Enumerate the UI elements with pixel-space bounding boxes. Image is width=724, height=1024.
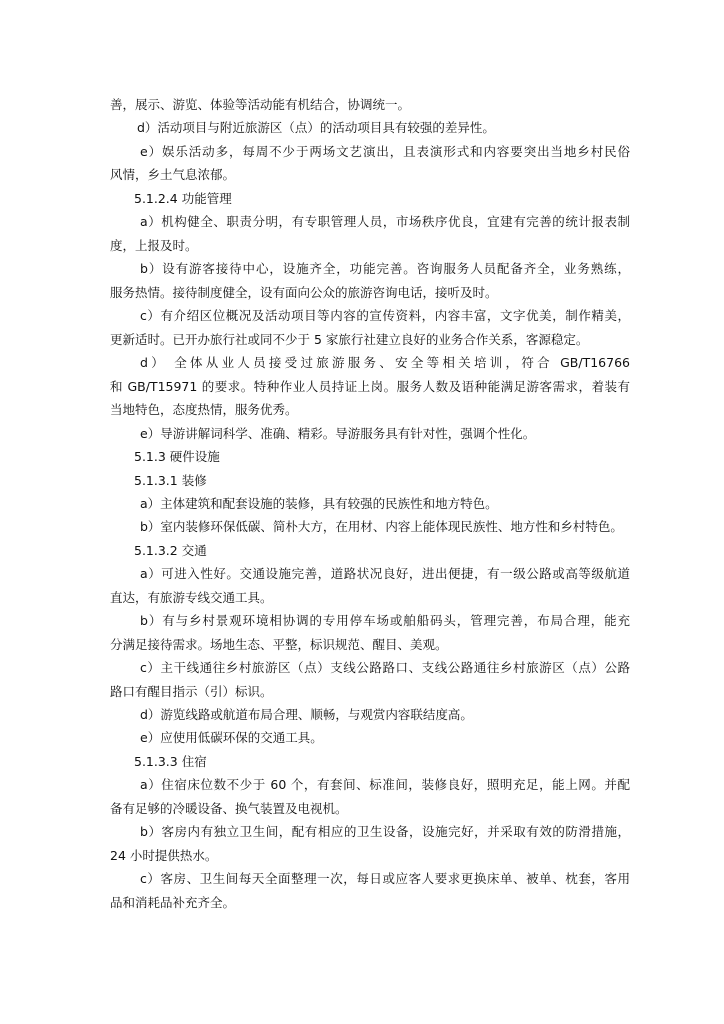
text-line: b）设有游客接待中心，设施齐全，功能完善。咨询服务人员配备齐全，业务熟练， [140, 261, 630, 276]
text-line: e）应使用低碳环保的交通工具。 [140, 730, 323, 745]
text-line: c）客房、卫生间每天全面整理一次，每日或应客人要求更换床单、被单、枕套，客用 [140, 871, 630, 886]
text-line: 更新适时。已开办旅行社或同不少于 5 家旅行社建立良好的业务合作关系，客源稳定。 [110, 332, 589, 347]
text-line: 分满足接待需求。场地生态、平整，标识规范、醒目、美观。 [110, 637, 448, 652]
text-line: 品和消耗品补充齐全。 [110, 895, 236, 910]
text-line: 24 小时提供热水。 [110, 848, 218, 863]
text-line: 和 GB/T15971 的要求。特种作业人员持证上岗。服务人数及语种能满足游客需求，着装有 [110, 379, 630, 394]
text-line: d）游览线路或航道布局合理、顺畅，与观赏内容联结度高。 [140, 707, 473, 722]
section-heading: 5.1.2.4 功能管理 [134, 191, 232, 206]
text-line: a）住宿床位数不少于 60 个，有套间、标准间，装修良好，照明充足，能上网。并配 [140, 777, 630, 792]
section-heading: 5.1.3.3 住宿 [134, 754, 207, 769]
text-line: 风情，乡土气息浓郁。 [110, 167, 236, 182]
text-line: a）主体建筑和配套设施的装修，具有较强的民族性和地方特色。 [140, 496, 498, 511]
section-heading: 5.1.3.1 装修 [134, 473, 207, 488]
text-line: d）活动项目与附近旅游区（点）的活动项目具有较强的差异性。 [137, 120, 495, 135]
text-line: b）有与乡村景观环境相协调的专用停车场或舶船码头，管理完善，布局合理，能充 [140, 613, 630, 628]
text-line: b）客房内有独立卫生间，配有相应的卫生设备，设施完好，并采取有效的防滑措施， [140, 824, 630, 839]
text-line: 当地特色，态度热情，服务优秀。 [110, 402, 298, 417]
text-line: a）机构健全、职责分明，有专职管理人员，市场秩序优良，宜建有完善的统计报表制 [140, 214, 630, 229]
text-line: b）室内装修环保低碳、简朴大方，在用材、内容上能体现民族性、地方性和乡村特色。 [140, 519, 623, 534]
text-line: e）导游讲解词科学、准确、精彩。导游服务具有针对性，强调个性化。 [140, 426, 536, 441]
text-line: d） 全体从业人员接受过旅游服务、安全等相关培训，符合 GB/T16766 [140, 355, 630, 370]
text-line: e）娱乐活动多，每周不少于两场文艺演出，且表演形式和内容要突出当地乡村民俗 [140, 144, 630, 159]
text-line: 路口有醒目指示（引）标识。 [110, 684, 273, 699]
section-heading: 5.1.3 硬件设施 [134, 449, 220, 464]
text-line: 服务热情。接待制度健全，设有面向公众的旅游咨询电话，接听及时。 [110, 285, 498, 300]
text-line: c）主干线通往乡村旅游区（点）支线公路路口、支线公路通往乡村旅游区（点）公路 [140, 660, 630, 675]
text-line: 善，展示、游览、体验等活动能有机结合，协调统一。 [110, 97, 411, 112]
text-line: 备有足够的冷暖设备、换气装置及电视机。 [110, 801, 348, 816]
text-line: 直达，有旅游专线交通工具。 [110, 590, 273, 605]
text-line: a）可进入性好。交通设施完善，道路状况良好，进出便捷，有一级公路或高等级航道 [140, 566, 630, 581]
text-line: c）有介绍区位概况及活动项目等内容的宣传资料，内容丰富，文字优美，制作精美， [140, 308, 630, 323]
text-line: 度，上报及时。 [110, 238, 198, 253]
section-heading: 5.1.3.2 交通 [134, 543, 207, 558]
